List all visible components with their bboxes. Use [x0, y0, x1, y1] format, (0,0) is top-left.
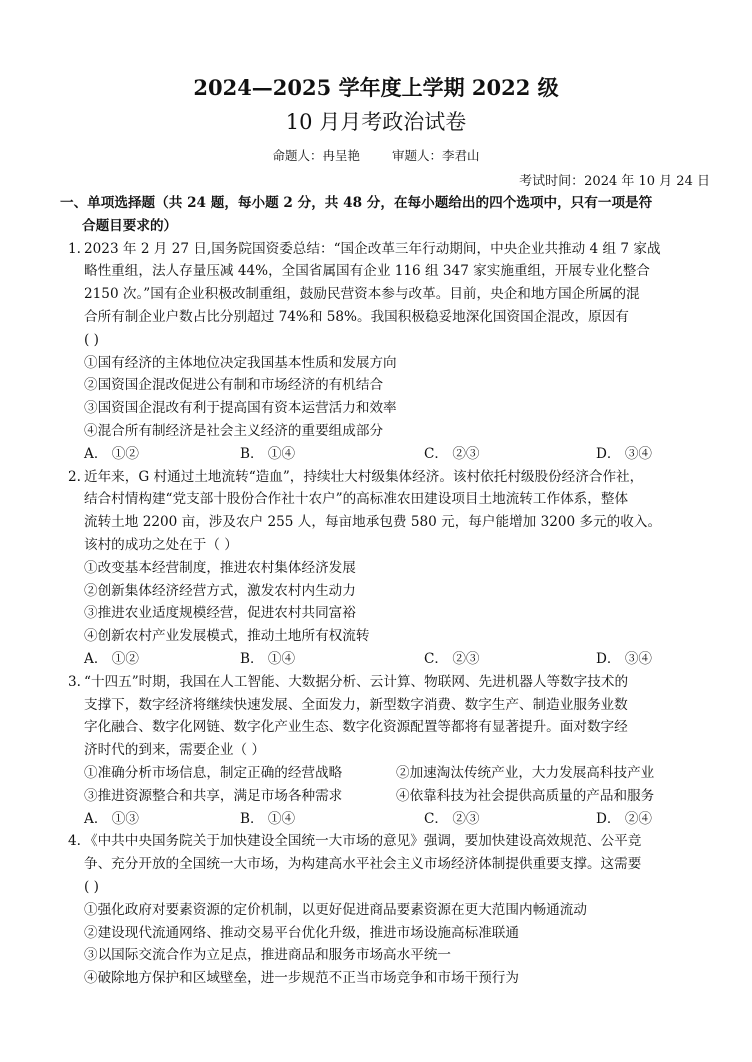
answer-choice-c: C． ②③ — [424, 445, 480, 462]
answer-choice-a: A． ①② — [84, 650, 139, 667]
question-stem-line: “十四五”时期，我国在人工智能、大数据分析、云计算、物联网、先进机器人等数字技术的 — [84, 673, 629, 690]
answer-choice-a: A． ①③ — [84, 810, 139, 827]
answer-choice-b: B． ①④ — [240, 650, 296, 667]
statement-option-row — [84, 785, 714, 808]
question-3 — [62, 671, 714, 831]
statement-option: ①国有经济的主体地位决定我国基本性质和发展方向 — [84, 354, 397, 371]
statement-option: ③推进农业适度规模经营，促进农村共同富裕 — [84, 605, 356, 622]
answer-choice-c: C． ②③ — [424, 650, 480, 667]
section-heading-line2: 合题目要求的） — [82, 217, 178, 234]
question-2 — [62, 466, 714, 671]
question-number: 4. — [68, 833, 81, 850]
question-stem-line: 合所有制企业户数占比分别超过 74%和 58%。我国积极稳妥地深化国资国企混改，原因有 — [84, 308, 629, 325]
statement-option: ③国资国企混改有利于提高国有资本运营活力和效率 — [84, 400, 397, 417]
question-stem-line: 支撑下，数字经济将继续快速发展、全面发力，新型数字消费、数字生产、制造业服务业数 — [84, 696, 628, 713]
statement-option: ④依靠科技为社会提供高质量的产品和服务 — [396, 787, 655, 804]
statement-option: ④创新农村产业发展模式，推动土地所有权流转 — [84, 628, 370, 645]
statement-option-row — [84, 762, 714, 785]
question-stem-line: 争、充分开放的全国统一大市场，为构建高水平社会主义市场经济体制提供重要支撑。这需要 — [84, 856, 642, 873]
statement-option: ②国资国企混改促进公有制和市场经济的有机结合 — [84, 377, 384, 394]
statement-option: ③以国际交流合作为立足点，推进商品和服务市场高水平统一 — [84, 947, 452, 964]
statement-option: ②加速淘汰传统产业，大力发展高科技产业 — [396, 764, 655, 781]
question-stem-line: 2150 次。”国有企业积极改制重组，鼓励民营资本参与改革。目前，央企和地方国企所属的混 — [84, 286, 640, 303]
question-stem-line: 近年来，G 村通过土地流转“造血”，持续壮大村级集体经济。该村依托村级股份经济合作社， — [84, 468, 644, 485]
statement-option: ②创新集体经济经营方式，激发农村内生动力 — [84, 582, 356, 599]
answer-choice-b: B． ①④ — [240, 810, 296, 827]
question-number: 3. — [68, 673, 81, 690]
answer-choice-d: D． ③④ — [596, 445, 653, 462]
answer-choice-a: A． ①② — [84, 445, 139, 462]
question-stem-line: 略性重组，法人存量压减 44%，全国省属国有企业 116 组 347 家实施重组，开展专业化整合 — [84, 263, 650, 280]
question-stem-line: ( ) — [84, 878, 99, 895]
exam-content — [62, 192, 714, 990]
answer-choice-c: C． ②③ — [424, 810, 480, 827]
question-stem-line: 流转土地 2200 亩，涉及农户 255 人，每亩地承包费 580 元，每户能增加 3200 多元的收入。 — [84, 514, 662, 531]
exam-title-line2: 10 月月考政治试卷 — [285, 110, 467, 134]
statement-option: ①改变基本经营制度，推进农村集体经济发展 — [84, 559, 356, 576]
answer-choice-d: D． ③④ — [596, 650, 653, 667]
statement-option: ④混合所有制经济是社会主义经济的重要组成部分 — [84, 422, 384, 439]
authors-line — [0, 146, 752, 164]
statement-option: ④破除地方保护和区域壁垒，进一步规范不正当市场竞争和市场干预行为 — [84, 970, 519, 987]
statement-option: ①准确分析市场信息，制定正确的经营战略 — [84, 764, 343, 781]
answer-choices — [84, 443, 714, 466]
question-stem-line: 该村的成功之处在于（ ） — [84, 536, 238, 553]
question-stem-line: 结合村情构建“党支部十股份合作社十农户”的高标准农田建设项目土地流转工作体系，整体 — [84, 491, 629, 508]
answer-choice-d: D． ②④ — [596, 810, 653, 827]
exam-title-line1: 2024—2025 学年度上学期 2022 级 — [193, 75, 559, 100]
reviewer-name: 审题人：李君山 — [391, 148, 480, 163]
statement-option: ③推进资源整合和共享，满足市场各种需求 — [84, 787, 343, 804]
answer-choices — [84, 648, 714, 671]
author-name: 命题人：冉呈艳 — [272, 148, 360, 163]
question-number: 1. — [68, 240, 81, 257]
section-heading — [60, 192, 714, 238]
statement-option: ②建设现代流通网络、推动交易平台优化升级，推进市场设施高标准联通 — [84, 924, 519, 941]
question-number: 2. — [68, 468, 81, 485]
question-stem-line: ( ) — [84, 331, 99, 348]
exam-time: 考试时间：2024 年 10 月 24 日 — [519, 174, 710, 189]
section-heading-line1: 一、单项选择题（共 24 题，每小题 2 分，共 48 分，在每小题给出的四个选项中，只有一项是符 — [60, 195, 653, 211]
question-stem-line: 字化融合、数字化网链、数字化产业生态、数字化资源配置等都将有显著提升。面对数字经 — [84, 719, 628, 736]
question-stem-line: 济时代的到来，需要企业（ ） — [84, 742, 266, 759]
question-stem-line: 2023 年 2 月 27 日,国务院国资委总结：“国企改革三年行动期间，中央企业共推动 4 组 7 家战 — [84, 240, 661, 257]
statement-option: ①强化政府对要素资源的定价机制，以更好促进商品要素资源在更大范围内畅通流动 — [84, 901, 587, 918]
answer-choice-b: B． ①④ — [240, 445, 296, 462]
answer-choices — [84, 808, 714, 831]
question-4 — [62, 830, 714, 990]
question-1 — [62, 238, 714, 466]
question-stem-line: 《中共中央国务院关于加快建设全国统一大市场的意见》强调，要加快建设高效规范、公平竞 — [84, 833, 642, 850]
